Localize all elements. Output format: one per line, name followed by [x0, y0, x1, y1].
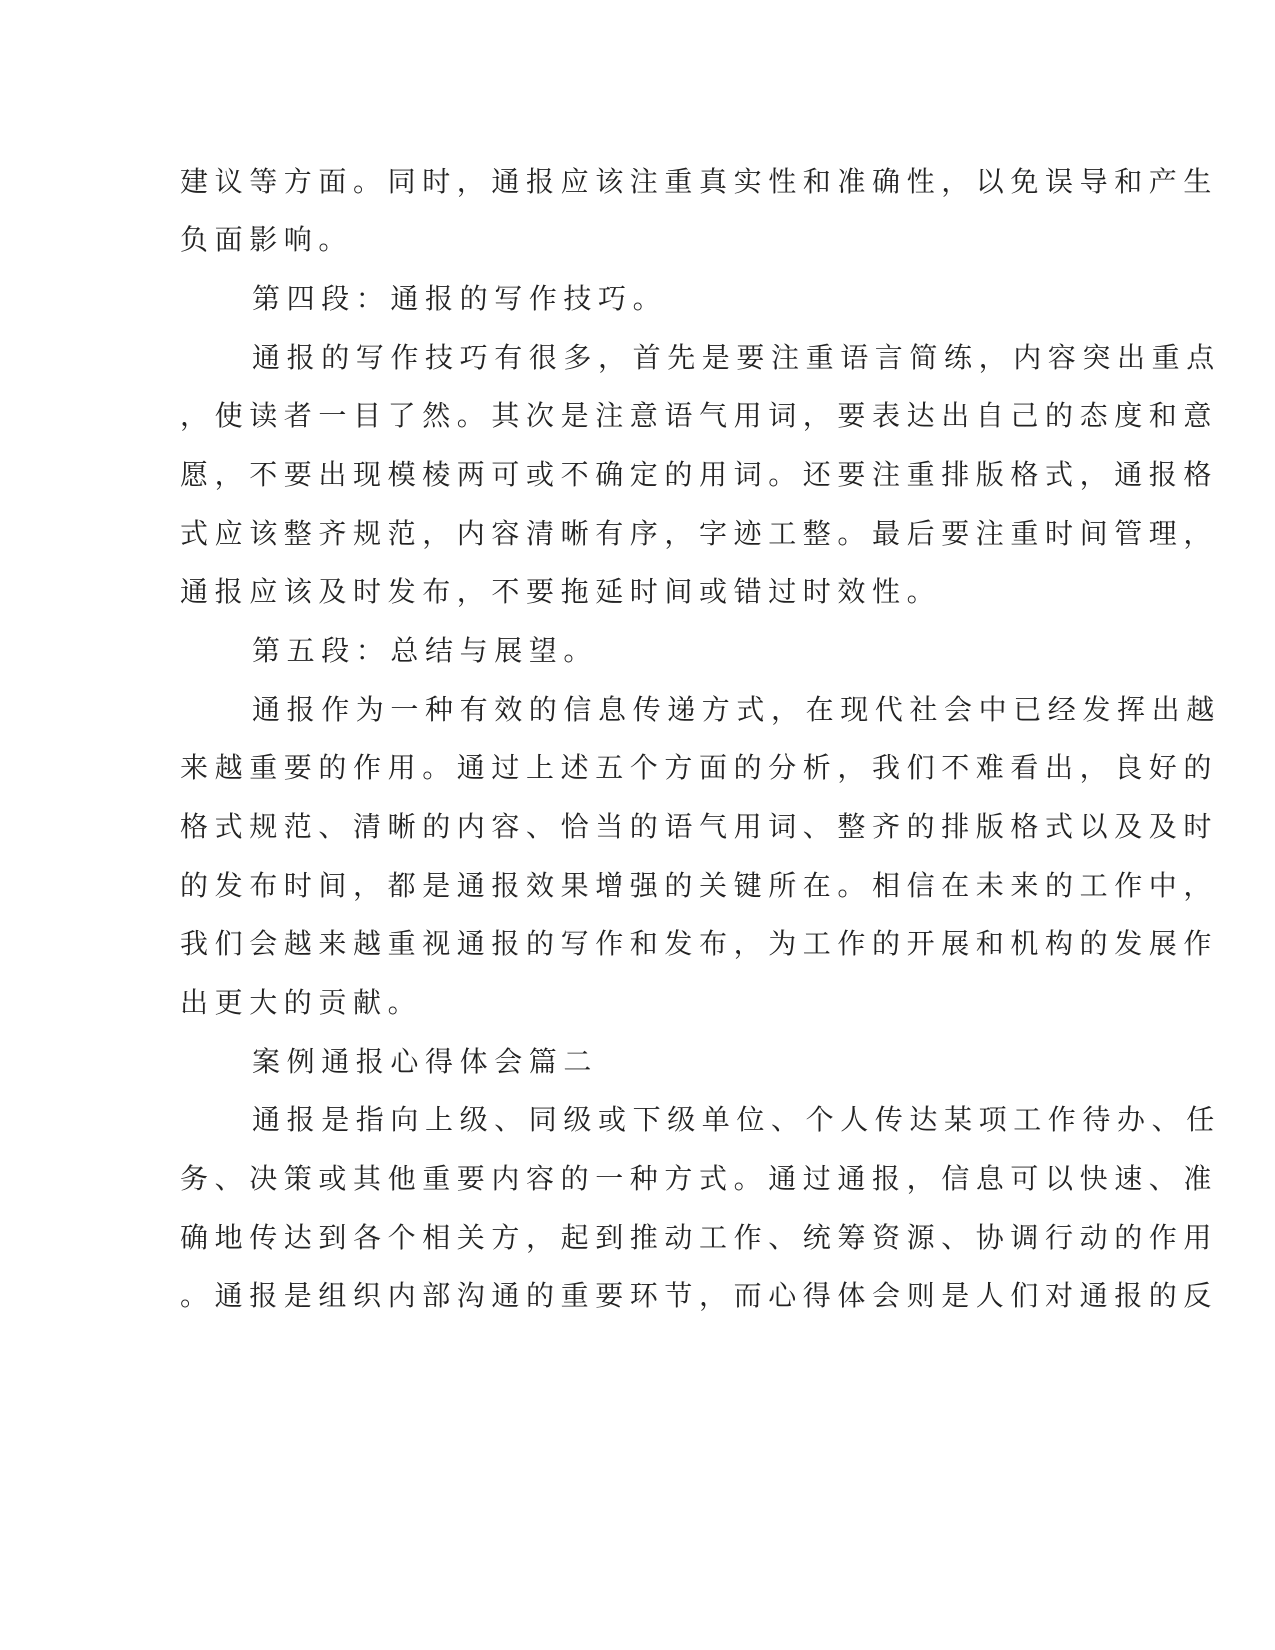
body-text-line: 通报是指向上级、同级或下级单位、个人传达某项工作待办、任 — [252, 1103, 1221, 1136]
body-text-line: 建议等方面。同时，通报应该注重真实性和准确性，以免误导和产生 — [180, 165, 1219, 198]
body-text-line: 通报作为一种有效的信息传递方式，在现代社会中已经发挥出越 — [252, 693, 1221, 726]
body-text-line: 通报的写作技巧有很多，首先是要注重语言简练，内容突出重点 — [252, 341, 1221, 374]
body-text-line: 的发布时间，都是通报效果增强的关键所在。相信在未来的工作中， — [180, 869, 1219, 902]
body-text-line: 来越重要的作用。通过上述五个方面的分析，我们不难看出，良好的 — [180, 751, 1219, 784]
section-heading: 第五段：总结与展望。 — [252, 634, 599, 667]
section-heading: 案例通报心得体会篇二 — [252, 1045, 599, 1078]
body-text-line: 式应该整齐规范，内容清晰有序，字迹工整。最后要注重时间管理， — [180, 517, 1219, 550]
body-text-line: 。通报是组织内部沟通的重要环节，而心得体会则是人们对通报的反 — [180, 1279, 1219, 1312]
body-text-line: 务、决策或其他重要内容的一种方式。通过通报，信息可以快速、准 — [180, 1162, 1219, 1195]
body-text-line: 出更大的贡献。 — [180, 986, 423, 1019]
body-text-line: 愿，不要出现模棱两可或不确定的用词。还要注重排版格式，通报格 — [180, 458, 1219, 491]
body-text-line: ，使读者一目了然。其次是注意语气用词，要表达出自己的态度和意 — [180, 399, 1219, 432]
body-text-line: 通报应该及时发布，不要拖延时间或错过时效性。 — [180, 575, 942, 608]
section-heading: 第四段：通报的写作技巧。 — [252, 282, 668, 315]
body-text-line: 确地传达到各个相关方，起到推动工作、统筹资源、协调行动的作用 — [180, 1221, 1219, 1254]
body-text-line: 负面影响。 — [180, 223, 354, 256]
body-text-line: 我们会越来越重视通报的写作和发布，为工作的开展和机构的发展作 — [180, 927, 1219, 960]
body-text-line: 格式规范、清晰的内容、恰当的语气用词、整齐的排版格式以及及时 — [180, 810, 1219, 843]
